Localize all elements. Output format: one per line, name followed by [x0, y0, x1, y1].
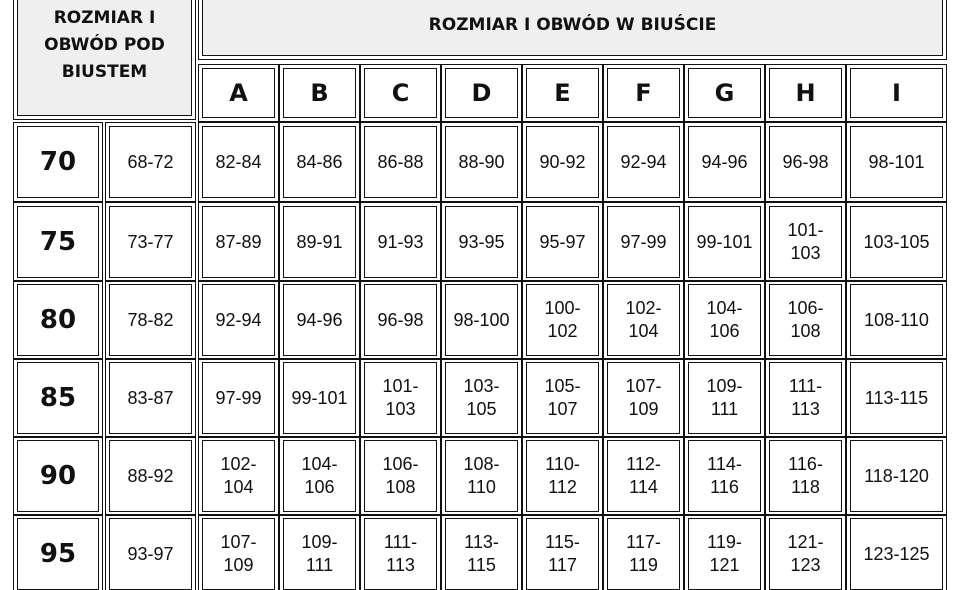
- cup-header: I: [850, 68, 943, 118]
- bust-range: 102- 104: [607, 284, 680, 356]
- bust-range: 90-92: [526, 126, 599, 198]
- bust-range: 111- 113: [769, 362, 842, 434]
- cup-header: A: [202, 68, 275, 118]
- bust-range: 104- 106: [688, 284, 761, 356]
- underbust-range: 93-97: [109, 518, 192, 590]
- bust-range: 101- 103: [769, 206, 842, 278]
- bust-range: 109- 111: [688, 362, 761, 434]
- bust-range: 91-93: [364, 206, 437, 278]
- band-size: 75: [17, 206, 99, 278]
- band-size: 70: [17, 126, 99, 198]
- bust-range: 117- 119: [607, 518, 680, 590]
- bust-range: 114- 116: [688, 440, 761, 512]
- bust-range: 101- 103: [364, 362, 437, 434]
- cup-header: F: [607, 68, 680, 118]
- bust-range: 106- 108: [364, 440, 437, 512]
- underbust-range: 83-87: [109, 362, 192, 434]
- bust-range: 82-84: [202, 126, 275, 198]
- bust-range: 94-96: [688, 126, 761, 198]
- underbust-range: 88-92: [109, 440, 192, 512]
- band-size: 95: [17, 518, 99, 590]
- bust-range: 93-95: [445, 206, 518, 278]
- bust-range: 92-94: [202, 284, 275, 356]
- bust-range: 92-94: [607, 126, 680, 198]
- bust-range: 123-125: [850, 518, 943, 590]
- bust-range: 88-90: [445, 126, 518, 198]
- cup-header: B: [283, 68, 356, 118]
- bust-range: 113- 115: [445, 518, 518, 590]
- bust-range: 113-115: [850, 362, 943, 434]
- bust-header: ROZMIAR I OBWÓD W BIUŚCIE: [202, 0, 943, 56]
- bust-range: 100- 102: [526, 284, 599, 356]
- bust-range: 89-91: [283, 206, 356, 278]
- bust-range: 110- 112: [526, 440, 599, 512]
- bust-range: 119- 121: [688, 518, 761, 590]
- bust-range: 86-88: [364, 126, 437, 198]
- bust-range: 97-99: [607, 206, 680, 278]
- bust-range: 107- 109: [202, 518, 275, 590]
- bust-range: 95-97: [526, 206, 599, 278]
- bust-range: 99-101: [283, 362, 356, 434]
- bust-range: 98-100: [445, 284, 518, 356]
- bust-range: 106- 108: [769, 284, 842, 356]
- bust-range: 96-98: [769, 126, 842, 198]
- band-size: 85: [17, 362, 99, 434]
- bust-range: 116- 118: [769, 440, 842, 512]
- underbust-range: 78-82: [109, 284, 192, 356]
- cup-header: E: [526, 68, 599, 118]
- bust-range: 112- 114: [607, 440, 680, 512]
- bust-range: 96-98: [364, 284, 437, 356]
- band-header: ROZMIAR I OBWÓD POD BIUSTEM: [17, 0, 192, 116]
- bust-range: 121- 123: [769, 518, 842, 590]
- bust-range: 87-89: [202, 206, 275, 278]
- cup-header: D: [445, 68, 518, 118]
- bust-range: 111- 113: [364, 518, 437, 590]
- bust-range: 104- 106: [283, 440, 356, 512]
- underbust-range: 68-72: [109, 126, 192, 198]
- bust-range: 102- 104: [202, 440, 275, 512]
- bust-range: 107- 109: [607, 362, 680, 434]
- bust-range: 98-101: [850, 126, 943, 198]
- bust-range: 94-96: [283, 284, 356, 356]
- band-size: 80: [17, 284, 99, 356]
- bust-range: 99-101: [688, 206, 761, 278]
- bust-range: 103- 105: [445, 362, 518, 434]
- cup-header: G: [688, 68, 761, 118]
- bust-range: 84-86: [283, 126, 356, 198]
- bust-range: 109- 111: [283, 518, 356, 590]
- cup-header: H: [769, 68, 842, 118]
- cup-header: C: [364, 68, 437, 118]
- bust-range: 115- 117: [526, 518, 599, 590]
- bust-range: 103-105: [850, 206, 943, 278]
- bust-range: 108- 110: [445, 440, 518, 512]
- band-size: 90: [17, 440, 99, 512]
- bust-range: 118-120: [850, 440, 943, 512]
- bust-range: 105- 107: [526, 362, 599, 434]
- underbust-range: 73-77: [109, 206, 192, 278]
- bust-range: 97-99: [202, 362, 275, 434]
- bust-range: 108-110: [850, 284, 943, 356]
